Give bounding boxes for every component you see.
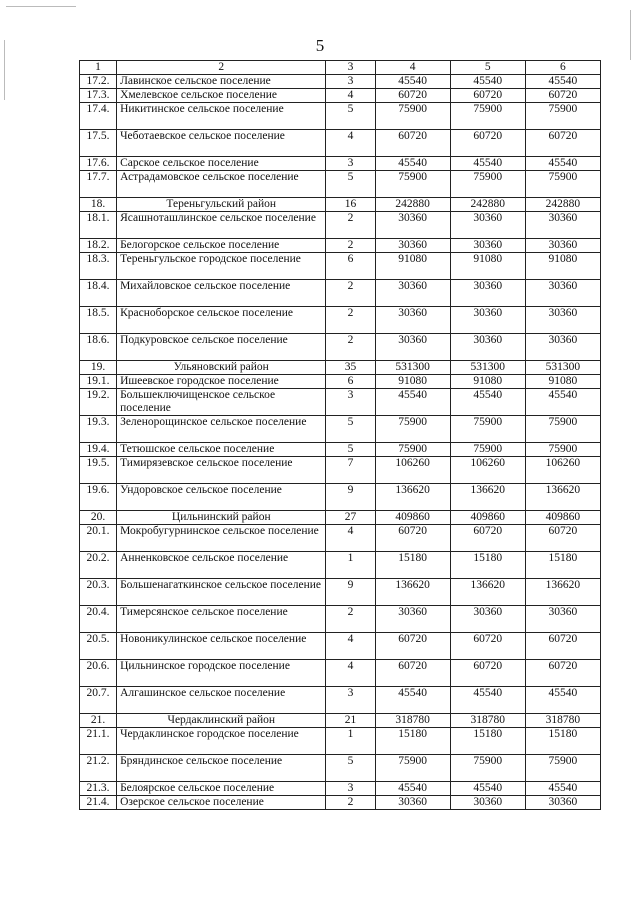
row-col4: 45540 [375,389,450,416]
row-name: Анненковское сельское поселение [117,552,326,579]
row-col3: 3 [326,687,375,714]
table-row [80,796,601,810]
row-col4: 91080 [375,375,450,389]
row-number: 21.4. [80,796,117,810]
row-number: 21.3. [80,782,117,796]
row-col4: 60720 [375,130,450,157]
row-col4: 30360 [375,212,450,239]
row-col3: 27 [326,511,375,525]
row-col6: 75900 [525,171,600,198]
row-number: 18.5. [80,307,117,334]
row-name: Ясашноташлинское сельское поселение [117,212,326,239]
row-col4: 30360 [375,307,450,334]
row-col5: 318780 [450,714,525,728]
row-col5: 60720 [450,660,525,687]
row-name: Белогорское сельское поселение [117,239,326,253]
row-name: Алгашинское сельское поселение [117,687,326,714]
row-col6: 75900 [525,755,600,782]
table-row [80,130,601,157]
row-name: Бряндинское сельское поселение [117,755,326,782]
row-col3: 2 [326,796,375,810]
row-col5: 45540 [450,782,525,796]
table-row [80,375,601,389]
table-row [80,103,601,130]
scan-artifact-right [630,10,631,60]
row-col6: 45540 [525,75,600,89]
row-col5: 15180 [450,552,525,579]
row-number: 18.2. [80,239,117,253]
row-col4: 242880 [375,198,450,212]
row-col5: 45540 [450,157,525,171]
row-col6: 242880 [525,198,600,212]
row-name: Новоникулинское сельское поселение [117,633,326,660]
row-col3: 3 [326,782,375,796]
row-col4: 30360 [375,796,450,810]
row-col3: 1 [326,552,375,579]
row-col6: 106260 [525,457,600,484]
row-number: 20.1. [80,525,117,552]
row-col5: 75900 [450,103,525,130]
row-col3: 4 [326,89,375,103]
row-col5: 30360 [450,334,525,361]
table-row [80,443,601,457]
table-row [80,334,601,361]
row-col5: 30360 [450,606,525,633]
row-col6: 30360 [525,212,600,239]
row-col3: 2 [326,606,375,633]
row-col4: 30360 [375,239,450,253]
row-col4: 136620 [375,484,450,511]
row-col6: 91080 [525,375,600,389]
row-col6: 136620 [525,484,600,511]
row-col3: 9 [326,484,375,511]
row-col6: 15180 [525,552,600,579]
row-number: 18.3. [80,253,117,280]
row-name: Никитинское сельское поселение [117,103,326,130]
table-row [80,307,601,334]
row-number: 18.6. [80,334,117,361]
table-row [80,212,601,239]
row-col3: 5 [326,416,375,443]
row-col6: 15180 [525,728,600,755]
row-col4: 15180 [375,552,450,579]
row-col5: 136620 [450,484,525,511]
row-col4: 75900 [375,103,450,130]
row-name: Озерское сельское поселение [117,796,326,810]
header-cell-4: 4 [375,61,450,75]
row-col4: 136620 [375,579,450,606]
row-col4: 30360 [375,280,450,307]
row-col5: 91080 [450,375,525,389]
row-col3: 2 [326,212,375,239]
row-col5: 91080 [450,253,525,280]
row-number: 21.1. [80,728,117,755]
row-name: Тимерсянское сельское поселение [117,606,326,633]
row-col6: 91080 [525,253,600,280]
row-col4: 45540 [375,782,450,796]
row-col6: 75900 [525,416,600,443]
row-name: Цильнинский район [117,511,326,525]
header-cell-6: 6 [525,61,600,75]
row-col3: 2 [326,307,375,334]
row-col3: 2 [326,239,375,253]
row-number: 20. [80,511,117,525]
row-col3: 4 [326,525,375,552]
row-col6: 60720 [525,130,600,157]
row-col6: 30360 [525,239,600,253]
row-col4: 60720 [375,89,450,103]
row-col5: 75900 [450,171,525,198]
row-number: 20.5. [80,633,117,660]
row-number: 19.3. [80,416,117,443]
row-col6: 30360 [525,280,600,307]
row-col3: 6 [326,375,375,389]
row-name: Большеключищенское сельское поселение [117,389,326,416]
row-col6: 60720 [525,89,600,103]
row-number: 20.3. [80,579,117,606]
row-col4: 60720 [375,525,450,552]
row-name: Красноборское сельское поселение [117,307,326,334]
row-col4: 60720 [375,660,450,687]
table-row [80,457,601,484]
row-col3: 9 [326,579,375,606]
row-name: Белоярское сельское поселение [117,782,326,796]
row-col4: 409860 [375,511,450,525]
row-number: 19. [80,361,117,375]
row-col4: 531300 [375,361,450,375]
row-name: Михайловское сельское поселение [117,280,326,307]
row-number: 17.4. [80,103,117,130]
row-col6: 45540 [525,687,600,714]
row-number: 20.6. [80,660,117,687]
row-name: Тимирязевское сельское поселение [117,457,326,484]
row-col5: 30360 [450,212,525,239]
row-number: 21. [80,714,117,728]
row-number: 17.5. [80,130,117,157]
row-col5: 45540 [450,389,525,416]
row-col5: 242880 [450,198,525,212]
row-col3: 4 [326,633,375,660]
table-row [80,579,601,606]
row-col5: 30360 [450,280,525,307]
row-number: 19.5. [80,457,117,484]
row-col3: 1 [326,728,375,755]
district-row [80,511,601,525]
row-col3: 4 [326,660,375,687]
row-col3: 2 [326,334,375,361]
table-row [80,687,601,714]
row-name: Ульяновский район [117,361,326,375]
row-col3: 5 [326,103,375,130]
row-number: 20.7. [80,687,117,714]
row-col4: 75900 [375,755,450,782]
row-number: 17.2. [80,75,117,89]
table-row [80,416,601,443]
row-col4: 318780 [375,714,450,728]
row-name: Хмелевское сельское поселение [117,89,326,103]
row-number: 17.6. [80,157,117,171]
row-name: Тереньгульское городское поселение [117,253,326,280]
header-cell-1: 1 [80,61,117,75]
row-number: 19.2. [80,389,117,416]
row-col3: 4 [326,130,375,157]
row-number: 18.1. [80,212,117,239]
row-name: Мокробугурнинское сельское поселение [117,525,326,552]
row-number: 19.6. [80,484,117,511]
row-col5: 45540 [450,75,525,89]
row-col5: 60720 [450,89,525,103]
row-col6: 75900 [525,443,600,457]
header-cell-5: 5 [450,61,525,75]
row-col6: 45540 [525,782,600,796]
table-row [80,157,601,171]
row-col6: 45540 [525,389,600,416]
district-row [80,361,601,375]
scan-artifact-left [4,40,5,100]
row-col4: 91080 [375,253,450,280]
row-name: Зеленорощинское сельское поселение [117,416,326,443]
table-row [80,389,601,416]
row-col4: 45540 [375,75,450,89]
row-col3: 3 [326,75,375,89]
row-col3: 3 [326,389,375,416]
row-col3: 2 [326,280,375,307]
header-cell-2: 2 [117,61,326,75]
row-number: 17.3. [80,89,117,103]
row-col3: 5 [326,755,375,782]
row-name: Астрадамовское сельское поселение [117,171,326,198]
row-col5: 106260 [450,457,525,484]
row-col4: 75900 [375,171,450,198]
table-row [80,171,601,198]
allocation-table [79,60,601,810]
table-row [80,633,601,660]
table-row [80,782,601,796]
row-col6: 409860 [525,511,600,525]
table-row [80,660,601,687]
row-col5: 60720 [450,633,525,660]
row-col6: 75900 [525,103,600,130]
row-name: Большенагаткинское сельское поселение [117,579,326,606]
row-col3: 5 [326,443,375,457]
district-row [80,714,601,728]
row-col4: 30360 [375,334,450,361]
row-number: 18.4. [80,280,117,307]
row-col6: 136620 [525,579,600,606]
row-number: 20.4. [80,606,117,633]
scan-artifact-top [6,6,76,7]
row-col5: 15180 [450,728,525,755]
row-col6: 30360 [525,606,600,633]
row-col4: 45540 [375,157,450,171]
row-col5: 30360 [450,307,525,334]
row-col5: 30360 [450,239,525,253]
row-col6: 318780 [525,714,600,728]
row-col4: 60720 [375,633,450,660]
row-number: 17.7. [80,171,117,198]
table-row [80,280,601,307]
district-row [80,198,601,212]
table-row [80,75,601,89]
row-number: 19.1. [80,375,117,389]
row-col6: 30360 [525,307,600,334]
row-col3: 35 [326,361,375,375]
row-name: Ишеевское городское поселение [117,375,326,389]
row-col4: 75900 [375,443,450,457]
table-row [80,253,601,280]
row-col3: 6 [326,253,375,280]
row-col5: 60720 [450,130,525,157]
row-name: Лавинское сельское поселение [117,75,326,89]
row-col3: 21 [326,714,375,728]
row-col5: 75900 [450,443,525,457]
table-row [80,552,601,579]
table-body [80,61,601,810]
row-number: 21.2. [80,755,117,782]
row-col5: 75900 [450,755,525,782]
table-row [80,484,601,511]
row-name: Тетюшское сельское поселение [117,443,326,457]
row-name: Подкуровское сельское поселение [117,334,326,361]
row-number: 18. [80,198,117,212]
row-number: 19.4. [80,443,117,457]
row-name: Тереньгульский район [117,198,326,212]
row-col4: 75900 [375,416,450,443]
table-row [80,525,601,552]
table-row [80,728,601,755]
header-row [80,61,601,75]
row-col6: 531300 [525,361,600,375]
row-col3: 3 [326,157,375,171]
row-col6: 45540 [525,157,600,171]
row-col3: 16 [326,198,375,212]
row-col6: 30360 [525,334,600,361]
row-col6: 60720 [525,633,600,660]
header-cell-3: 3 [326,61,375,75]
row-col5: 30360 [450,796,525,810]
row-col6: 60720 [525,525,600,552]
row-col6: 60720 [525,660,600,687]
row-col4: 45540 [375,687,450,714]
row-col6: 30360 [525,796,600,810]
page-number: 5 [315,36,325,55]
row-col3: 7 [326,457,375,484]
table-row [80,755,601,782]
table-row [80,239,601,253]
row-col4: 106260 [375,457,450,484]
row-name: Чердаклинское городское поселение [117,728,326,755]
row-col5: 60720 [450,525,525,552]
row-name: Сарское сельское поселение [117,157,326,171]
table-row [80,89,601,103]
row-name: Чердаклинский район [117,714,326,728]
row-name: Цильнинское городское поселение [117,660,326,687]
row-col5: 409860 [450,511,525,525]
row-col5: 136620 [450,579,525,606]
row-name: Ундоровское сельское поселение [117,484,326,511]
row-col5: 75900 [450,416,525,443]
row-col4: 30360 [375,606,450,633]
row-col5: 45540 [450,687,525,714]
row-col4: 15180 [375,728,450,755]
row-number: 20.2. [80,552,117,579]
row-name: Чеботаевское сельское поселение [117,130,326,157]
row-col3: 5 [326,171,375,198]
row-col5: 531300 [450,361,525,375]
table-row [80,606,601,633]
